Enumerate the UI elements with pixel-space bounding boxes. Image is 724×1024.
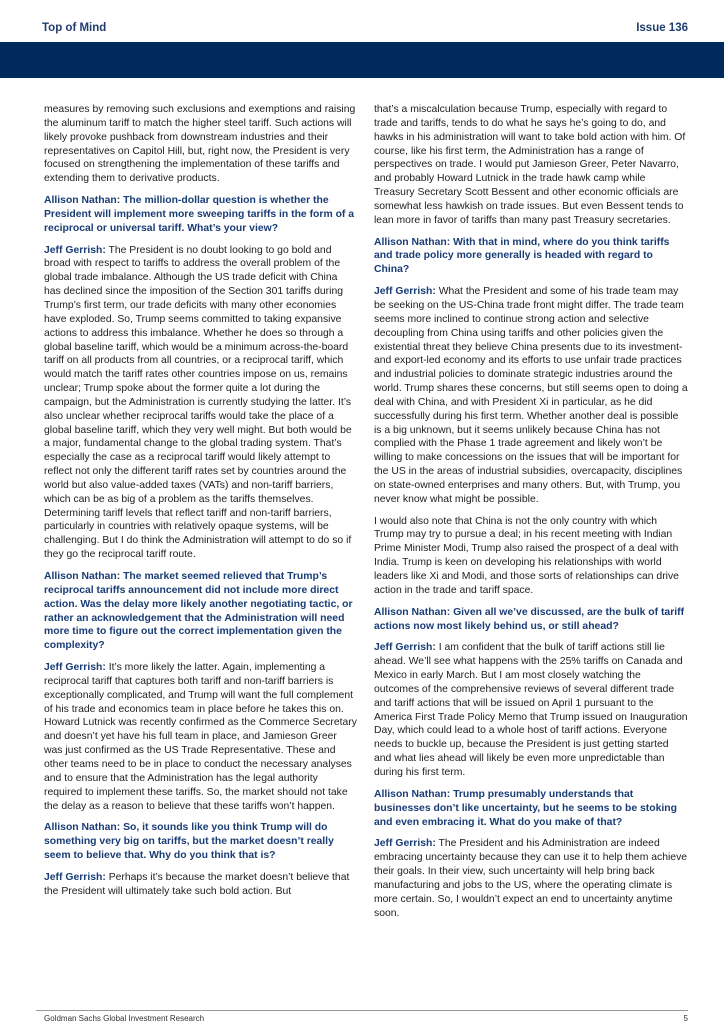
answer-text: I am confident that the bulk of tariff actions still lie ahead. We’ll see what happens with the 25% tariffs on Canada and Mexico in early March. But I am most closely watching the outcomes of the comprehensive reviews of several different trade and tariff actions that will be issued on April 1 pursuant to the America First Trade Policy Memo that Trump issued on Inauguration Day, which could lead to a whole host of tariff actions. Everyone needs to buckle up, because the President is just getting started and what lies ahead will likely be even more unpredictable than during his first term. xyxy=(374,642,688,778)
speaker-name: Jeff Gerrish: xyxy=(44,244,106,256)
page-number: 5 xyxy=(683,1014,688,1023)
issue-number: Issue 136 xyxy=(636,22,688,34)
interview-question: Allison Nathan: So, it sounds like you think Trump will do something very big on tariffs, but the market doesn’t really seem to believe that. Why do you think that is? xyxy=(44,822,334,862)
publication-title: Top of Mind xyxy=(42,22,107,34)
body-paragraph: that’s a miscalculation because Trump, especially with regard to trade and tariffs, tends to do what he says he’s going to do, and hawks in his administration will want to take bold action with him. Of course, like his first term, the Administration has a range of perspectives on trade. I would put Jamieson Greer, Peter Navarro, and probably Howard Lutnick in the trade hawk camp while Treasury Secretary Scott Bessent and other economic officials are somewhat less hawkish on trade issues. But even Bessent tends to lean more in favor of tariffs than many past Treasury secretaries. xyxy=(374,104,686,226)
interview-question: Allison Nathan: The million-dollar question is whether the President will implement more sweeping tariffs in the form of a reciprocal or universal tariff. What’s your view? xyxy=(44,195,355,234)
interview-answer xyxy=(44,871,357,899)
answer-text: What the President and some of his trade team may be seeking on the US-China trade front might differ. The trade team seems more inclined to continue strong action and selective decoupling from China using tariffs and other policies given the existential threat they believe China presents due to its investment- and export-led economy and its efforts to use unfair trade practices and industrial policies to dominate strategic industries around the world. Trump shares these concerns, but still seems open to doing a deal with China, and with President Xi in particular, as he did successfully during his first term. Whether another deal is possible is a big unknown, but it seems unlikely because China has not complied with the Phase 1 trade agreement and likely won’t be willing to make concessions on the issues that will be important for the US in the areas of industrial subsidies, overcapacity, disciplines on state-owned enterprises and many others. But, with Trump, you never know what might be possible. xyxy=(374,286,688,505)
answer-text: Perhaps it’s because the market doesn’t believe that the President will ultimately take such bold action. But xyxy=(44,871,350,897)
interview-question: Allison Nathan: The market seemed relieved that Trump’s reciprocal tariffs announcement did not include more direct action. Was the delay more likely another negotiating tactic, or rather an acknowledgement that the Administration will need more time to figure out the correct implementation given the complexity? xyxy=(44,571,353,652)
header-band xyxy=(0,42,724,78)
interview-answer xyxy=(374,285,688,507)
interview-question: Allison Nathan: Given all we’ve discussed, are the bulk of tariff actions now most likely behind us, or still ahead? xyxy=(374,606,685,632)
answer-text: The President is no doubt looking to go bold and broad with respect to tariffs to address the overall problem of the global trade imbalance. Although the US trade deficit with China has declined since the imposition of the Section 301 tariffs during Trump’s first term, our trade deficits with many other economies have exploded. So, Trump seems committed to taking expansive actions to address this imbalance. Whether he does so through a global baseline tariff, which would be a minimum across-the-board tariff on all products from all countries, or a reciprocal tariff, which would match the tariff rates other countries impose on us, remains unclear; Trump spoke about the former quite a lot during the campaign, but the Administration is currently studying the latter. It’s also unclear whether reciprocal tariffs would take the place of a global baseline tariff, which they very well might. But both would be a major, fundamental change to the global trading system. That’s especially the case as a reciprocal tariff would likely attempt to reflect not only the different tariff rates set by countries around the world but also value-added taxes (VATs) and non-tariff barriers, which can be as big of a problem as the tariffs themselves. Determining tariff levels that reflect tariff and non-tariff barriers, particularly in countries with relatively opaque systems, will be challenging. But I do think the Administration will attempt to do so if they go the reciprocal tariff route. xyxy=(44,244,352,561)
interview-answer xyxy=(374,837,688,920)
footer-source: Goldman Sachs Global Investment Research xyxy=(44,1014,205,1023)
page-footer xyxy=(44,1014,688,1023)
interview-answer xyxy=(44,661,357,813)
interview-answer xyxy=(44,244,357,562)
speaker-name: Jeff Gerrish: xyxy=(44,662,106,674)
body-paragraph: I would also note that China is not the only country with which Trump may try to pursue a deal; in his recent meeting with Indian Prime Minister Modi, Trump also raised the prospect of a deal with India. Trump is keen on developing his relationships with world leaders like Xi and Modi, and those sorts of relationships can drive action in the trade and tariff space. xyxy=(374,515,679,596)
interview-answer xyxy=(374,641,688,779)
right-column xyxy=(374,103,688,928)
left-column xyxy=(44,103,357,907)
interview-question: Allison Nathan: Trump presumably understands that businesses don’t like uncertainty, but he seems to be stoking and even embracing it. What do you make of that? xyxy=(374,788,677,828)
speaker-name: Jeff Gerrish: xyxy=(374,838,436,850)
answer-text: It’s more likely the latter. Again, implementing a reciprocal tariff that captures both tariff and non-tariff barriers is exceptionally complicated, and Trump will want the full complement of his trade and economics team in place before he takes this on. Howard Lutnick was recently confirmed as the Commerce Secretary and doesn’t yet have his full team in place, and Jamieson Greer was just confirmed as the US Trade Representative. These and other teams need to be in place to conduct the necessary analyses and to ensure that the Administration has the legal authority required to implement these tariffs. So, the market should not take the delay as a reason to believe that these tariffs won’t happen. xyxy=(44,662,357,812)
interview-question: Allison Nathan: With that in mind, where do you think tariffs and trade policy more generally is headed with regard to China? xyxy=(374,236,670,276)
page-header xyxy=(42,20,688,36)
speaker-name: Jeff Gerrish: xyxy=(44,871,106,883)
speaker-name: Jeff Gerrish: xyxy=(374,286,436,298)
body-paragraph: measures by removing such exclusions and exemptions and raising the aluminum tariff to match the higher steel tariff. Such actions will likely provoke pushback from downstream industries and their representatives on Capitol Hill, but, right now, the President is very focused on strengthening the implementation of these tariffs and extending them to derivative products. xyxy=(44,104,356,185)
answer-text: The President and his Administration are indeed embracing uncertainty because they can use it to help them achieve their goals. In their view, such uncertainty will help bring back manufacturing and jobs to the US, where the operating climate is more certain. So, I wouldn’t expect an end to uncertainty anytime soon. xyxy=(374,838,688,919)
speaker-name: Jeff Gerrish: xyxy=(374,642,436,654)
footer-divider xyxy=(36,1010,688,1011)
